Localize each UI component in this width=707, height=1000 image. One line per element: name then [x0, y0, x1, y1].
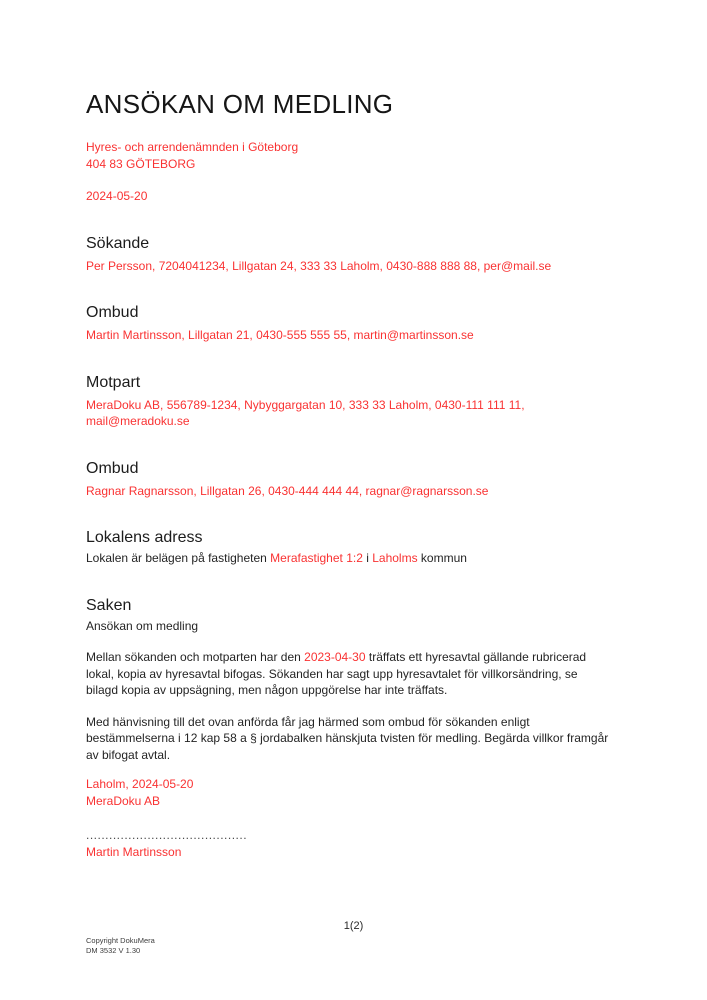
ombud-sokande-details: Martin Martinsson, Lillgatan 21, 0430-555 555 55, martin@martinsson.se [86, 328, 474, 342]
kommun-value: Laholms [372, 551, 418, 565]
agreement-date-value: 2023-04-30 [304, 650, 366, 664]
fastighet-value: Merafastighet 1:2 [270, 551, 363, 565]
page-number: 1(2) [343, 920, 364, 932]
section-heading-saken: Saken [86, 596, 132, 614]
lokalens-adress-text [86, 550, 610, 567]
signature-name: Martin Martinsson [86, 845, 182, 859]
section-heading-ombud-motpart: Ombud [86, 459, 139, 477]
paragraph-1-text-before: Mellan sökanden och motparten har den [86, 650, 305, 664]
paragraph-1-text-after: träffats ett hyresavtal gällande rubricerad lokal, kopia av hyresavtal bifogas. Sökanden har sagt upp hyresavtalet för villkorsändring, se bilagd kopia av uppsägning, men någon uppgörelse har inte träffats. [86, 650, 587, 697]
ombud-motpart-details: Ragnar Ragnarsson, Lillgatan 26, 0430-444 444 44, ragnar@ragnarsson.se [86, 483, 489, 498]
signature-place-date: Laholm, 2024-05-20 [86, 777, 194, 791]
body-paragraph-2: Med hänvisning till det ovan anförda får jag härmed som ombud för sökanden enligt bestämmelserna i 12 kap 58 a § jordabalken hänskjuta tvisten för medling. Begärda villkor framgår av bifogat avtal. [86, 714, 609, 762]
section-heading-ombud-sokande: Ombud [86, 304, 139, 321]
section-heading-motpart: Motpart [86, 373, 141, 391]
lokalens-adress-text-before: Lokalen är belägen på fastigheten [86, 551, 271, 565]
saken-text: Ansökan om medling [86, 618, 199, 633]
recipient-line-2: 404 83 GÖTEBORG [86, 156, 196, 171]
copyright-line: Copyright DokuMera [86, 936, 155, 945]
document-title: ANSÖKAN OM MEDLING [86, 89, 394, 119]
lokalens-adress-text-mid: i [362, 551, 373, 565]
lokalens-adress-text-after: kommun [417, 551, 467, 565]
signature-dotted-line: .......................................... [86, 828, 248, 842]
recipient-address [86, 139, 610, 172]
footer-copyright [86, 936, 155, 956]
motpart-details: MeraDoku AB, 556789-1234, Nybyggargatan 10, 333 33 Laholm, 0430-111 111 11, mail@meradoku.se [86, 397, 525, 428]
signature-block [86, 776, 610, 809]
section-heading-sokande: Sökande [86, 234, 150, 252]
signature-company: MeraDoku AB [86, 793, 161, 808]
body-paragraph-1 [86, 649, 610, 699]
section-heading-lokalens-adress: Lokalens adress [86, 529, 203, 546]
document-content [86, 88, 610, 861]
recipient-line-1: Hyres- och arrendenämnden i Göteborg [86, 140, 299, 154]
document-id-line: DM 3532 V 1.30 [86, 946, 141, 955]
document-date: 2024-05-20 [86, 189, 148, 203]
sokande-details: Per Persson, 7204041234, Lillgatan 24, 333 33 Laholm, 0430-888 888 88, per@mail.se [86, 258, 552, 273]
